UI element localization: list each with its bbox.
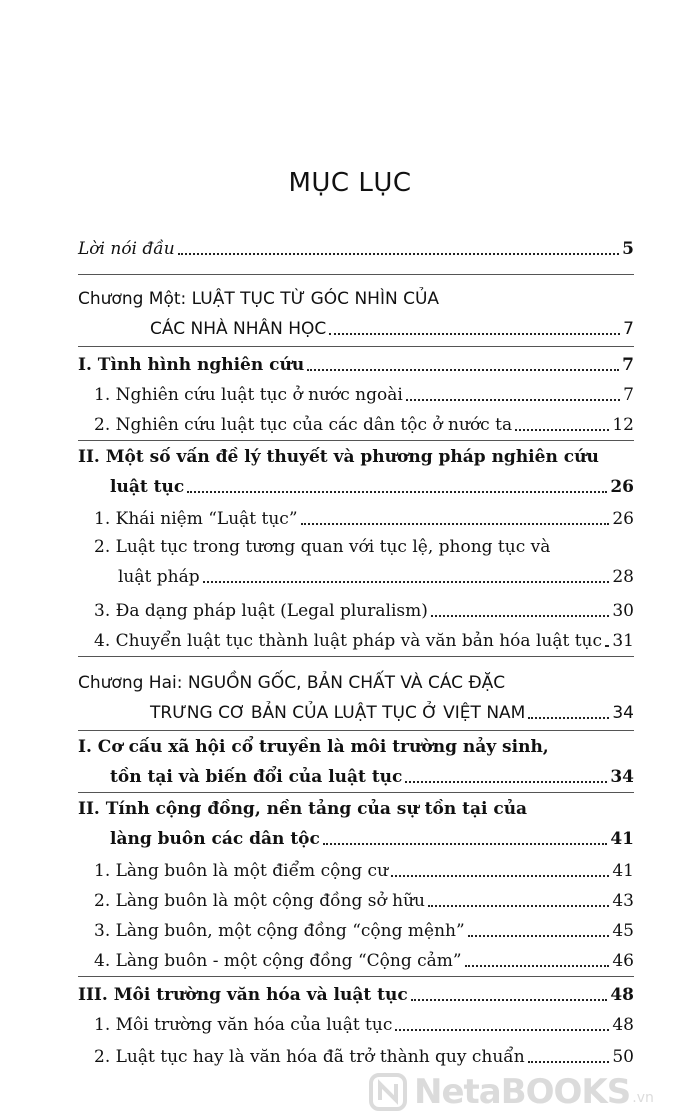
toc-entry-label: CÁC NHÀ NHÂN HỌC [150, 319, 327, 339]
toc-entry-label: 1. Môi trường văn hóa của luật tục [94, 1015, 393, 1035]
toc-entry-label: 1. Khái niệm “Luật tục” [94, 509, 298, 529]
toc-page-number: 43 [612, 891, 634, 911]
toc-page-number: 48 [610, 985, 634, 1005]
dot-leader [178, 252, 620, 255]
dot-leader [431, 614, 609, 617]
toc-entry-label: luật tục [110, 477, 185, 497]
dot-leader [411, 998, 608, 1001]
toc-entry-section[interactable] [110, 758, 634, 788]
toc-page-number: 5 [622, 239, 634, 259]
toc-entry-label: 3. Làng buôn, một cộng đồng “cộng mệnh” [94, 921, 465, 941]
toc-entry-chapter-2[interactable] [150, 694, 634, 724]
toc-entry-section[interactable] [78, 976, 634, 1006]
toc-entry-subsection[interactable] [94, 622, 634, 652]
divider [78, 440, 634, 441]
toc-entry-section[interactable] [78, 346, 634, 376]
toc-entry-section[interactable] [110, 468, 634, 498]
section-heading-line: II. Tính cộng đồng, nền tảng của sự tồn tại của [78, 799, 528, 819]
toc-page-number: 31 [612, 631, 634, 651]
toc-entry-subsection[interactable] [94, 376, 634, 406]
netabooks-logo-icon [368, 1072, 408, 1112]
toc-entry-subsection[interactable] [94, 1006, 634, 1036]
dot-leader [468, 934, 610, 937]
toc-entry-label: I. Tình hình nghiên cứu [78, 355, 305, 375]
toc-entry-label: 2. Luật tục hay là văn hóa đã trở thành quy chuẩn [94, 1047, 525, 1067]
divider [78, 730, 634, 731]
toc-entry-label: tồn tại và biến đổi của luật tục [110, 767, 403, 787]
toc-entry-label: làng buôn các dân tộc [110, 829, 320, 849]
toc-page-number: 48 [612, 1015, 634, 1035]
dot-leader [307, 368, 619, 371]
toc-page-number: 41 [612, 861, 634, 881]
divider [78, 656, 634, 657]
dot-leader [406, 398, 620, 401]
section-heading-line: I. Cơ cấu xã hội cổ truyền là môi trường nảy sinh, [78, 737, 549, 757]
toc-entry-subsection[interactable] [94, 500, 634, 530]
dot-leader [515, 428, 609, 431]
dot-leader [528, 1060, 610, 1063]
dot-leader [187, 490, 607, 493]
toc-entry-label: 4. Làng buôn - một cộng đồng “Cộng cảm” [94, 951, 462, 971]
toc-entry-label: Lời nói đầu [78, 239, 175, 259]
toc-page-number: 46 [612, 951, 634, 971]
page-title: MỤC LỤC [288, 168, 412, 198]
toc-entry-label: luật pháp [118, 567, 200, 587]
toc-page-number: 34 [612, 703, 634, 723]
toc-page-number: 26 [612, 509, 634, 529]
dot-leader [405, 780, 607, 783]
chapter-heading-line: Chương Hai: NGUỒN GỐC, BẢN CHẤT VÀ CÁC ĐẶC [78, 673, 506, 693]
toc-entry-label: 1. Nghiên cứu luật tục ở nước ngoài [94, 385, 403, 405]
toc-entry-label: 1. Làng buôn là một điểm cộng cư [94, 861, 389, 881]
toc-page-number: 50 [612, 1047, 634, 1067]
toc-entry-label: 4. Chuyển luật tục thành luật pháp và văn bản hóa luật tục [94, 631, 603, 651]
dot-leader [329, 332, 620, 335]
toc-entry-subsection[interactable] [94, 592, 634, 622]
dot-leader [203, 580, 610, 583]
toc-page-number: 45 [612, 921, 634, 941]
toc-entry-label: 2. Làng buôn là một cộng đồng sở hữu [94, 891, 425, 911]
toc-page-number: 12 [612, 415, 634, 435]
toc-entry-chapter-1[interactable] [150, 310, 634, 340]
toc-entry-section[interactable] [110, 820, 634, 850]
toc-entry-subsection[interactable] [94, 942, 634, 972]
toc-entry-subsection[interactable] [94, 852, 634, 882]
toc-entry-label: 3. Đa dạng pháp luật (Legal pluralism) [94, 601, 428, 621]
dot-leader [528, 716, 609, 719]
subsection-line: 2. Luật tục trong tương quan với tục lệ, phong tục và [94, 537, 551, 557]
dot-leader [323, 842, 607, 845]
dot-leader [428, 904, 609, 907]
toc-entry-subsection[interactable] [94, 406, 634, 436]
toc-entry-preface[interactable] [78, 230, 634, 260]
watermark-suffix: .vn [632, 1090, 654, 1106]
watermark-text: NetaBOOKS [414, 1072, 631, 1112]
toc-entry-subsection[interactable] [94, 912, 634, 942]
dot-leader [465, 964, 610, 967]
toc-page-number: 7 [622, 355, 634, 375]
divider [78, 792, 634, 793]
chapter-heading-line: Chương Một: LUẬT TỤC TỪ GÓC NHÌN CỦA [78, 289, 440, 309]
dot-leader [391, 874, 609, 877]
toc-page-number: 30 [612, 601, 634, 621]
toc-page-number: 28 [612, 567, 634, 587]
toc-entry-subsection[interactable] [94, 1038, 634, 1068]
toc-page-number: 26 [610, 477, 634, 497]
toc-entry-subsection[interactable] [94, 882, 634, 912]
watermark [368, 1068, 698, 1116]
toc-entry-label: TRƯNG CƠ BẢN CỦA LUẬT TỤC Ở VIỆT NAM [150, 703, 526, 723]
toc-entry-label: III. Môi trường văn hóa và luật tục [78, 985, 408, 1005]
divider [78, 274, 634, 275]
toc-entry-label: 2. Nghiên cứu luật tục của các dân tộc ở nước ta [94, 415, 513, 435]
toc-page-number: 7 [623, 385, 634, 405]
toc-entry-subsection[interactable] [118, 558, 634, 588]
toc-page-number: 34 [610, 767, 634, 787]
toc-page-number: 41 [610, 829, 634, 849]
dot-leader [605, 644, 609, 647]
dot-leader [395, 1028, 609, 1031]
dot-leader [301, 522, 610, 525]
section-heading-line: II. Một số vấn đề lý thuyết và phương pháp nghiên cứu [78, 447, 599, 467]
toc-page-number: 7 [623, 319, 634, 339]
